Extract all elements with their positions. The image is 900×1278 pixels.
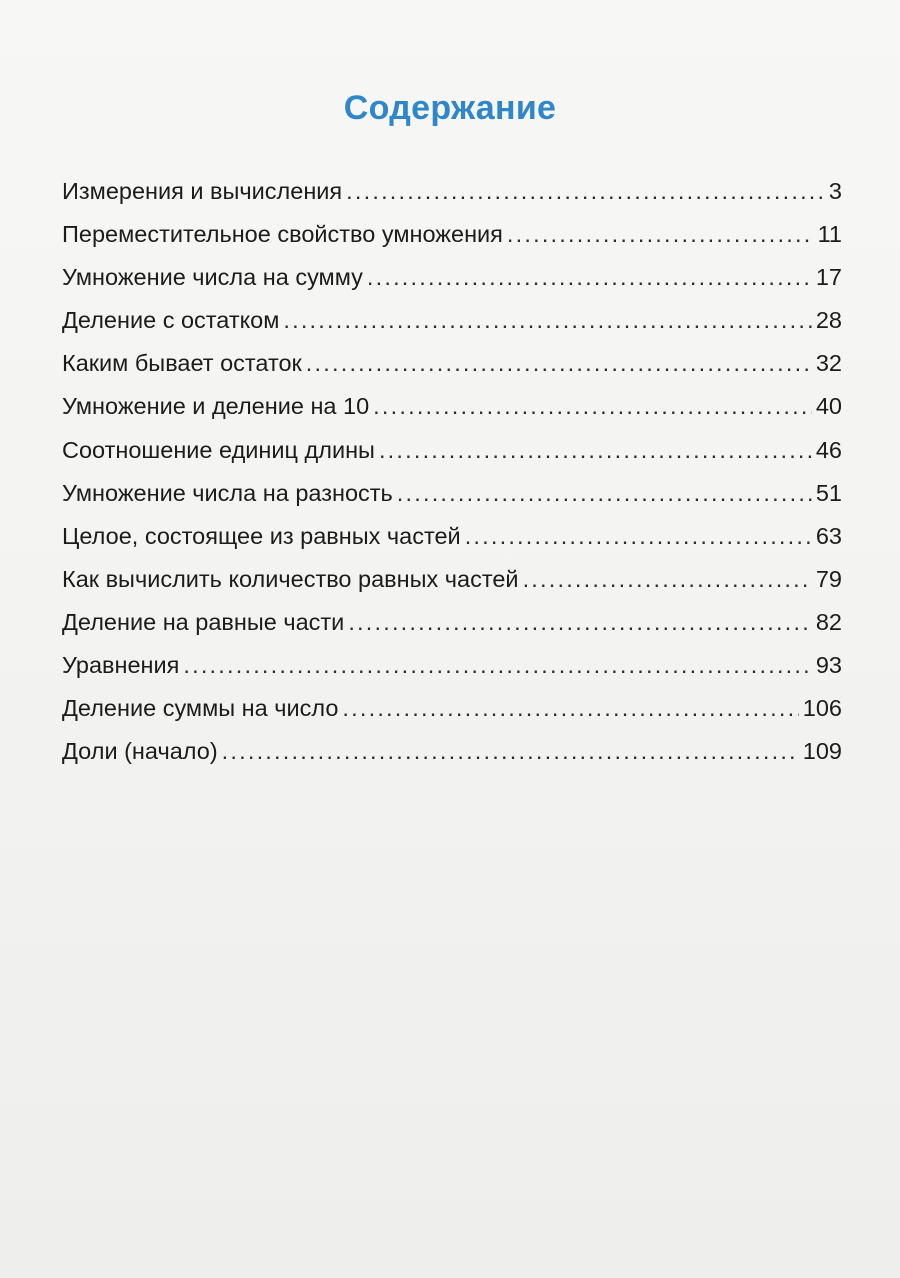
toc-entry [62, 687, 842, 730]
toc-entry [62, 299, 842, 342]
toc-entry-title: Уравнения [62, 652, 180, 679]
toc-entry [62, 213, 842, 256]
table-of-contents [62, 170, 842, 773]
toc-entry-page: 106 [802, 695, 842, 722]
toc-entry-page: 82 [815, 608, 842, 635]
toc-entry [62, 256, 842, 299]
toc-entry-page: 51 [815, 479, 842, 506]
dot-leader [465, 515, 812, 558]
toc-entry-title: Умножение числа на сумму [62, 264, 363, 291]
toc-entry-title: Деление с остатком [62, 307, 280, 334]
toc-entry-page: 93 [815, 652, 842, 679]
toc-entry-title: Деление на равные части [62, 608, 345, 635]
dot-leader [397, 472, 812, 515]
toc-entry-title: Переместительное свойство умножения [62, 221, 503, 248]
toc-entry-page: 109 [802, 738, 842, 765]
toc-entry-title: Каким бывает остаток [62, 350, 302, 377]
dot-leader [348, 601, 812, 644]
toc-entry-title: Измерения и вычисления [62, 178, 343, 204]
toc-entry-title: Деление суммы на число [62, 695, 339, 722]
toc-entry [62, 429, 842, 472]
toc-entry [62, 515, 842, 558]
toc-entry [62, 472, 842, 515]
toc-entry-page: 11 [817, 221, 842, 248]
dot-leader [306, 342, 812, 385]
toc-entry [62, 342, 842, 385]
toc-entry-title: Как вычислить количество равных частей [62, 565, 519, 592]
toc-entry [62, 385, 842, 428]
toc-entry [62, 730, 842, 773]
dot-leader [373, 385, 812, 428]
toc-entry-page: 32 [815, 350, 842, 377]
dot-leader [507, 213, 814, 256]
toc-entry-title: Целое, состоящее из равных частей [62, 522, 461, 549]
toc-entry-title: Доли (начало) [62, 738, 218, 765]
toc-entry [62, 644, 842, 687]
toc-entry-page: 46 [815, 436, 842, 463]
toc-entry-page: 63 [815, 522, 842, 549]
toc-entry-page: 28 [815, 307, 842, 334]
toc-entry [62, 170, 842, 213]
toc-entry-page: 17 [815, 264, 842, 291]
toc-entry [62, 558, 842, 601]
dot-leader [367, 256, 812, 299]
toc-entry-title: Соотношение единиц длины [62, 436, 375, 463]
toc-entry-title: Умножение и деление на 10 [62, 393, 370, 420]
dot-leader [379, 429, 812, 472]
dot-leader [183, 644, 811, 687]
toc-entry [62, 601, 842, 644]
dot-leader [283, 299, 811, 342]
toc-entry-page: 3 [828, 178, 842, 204]
dot-leader [222, 730, 799, 773]
dot-leader [346, 170, 825, 213]
page-title: Содержание [343, 88, 557, 127]
dot-leader [342, 687, 798, 730]
toc-entry-page: 40 [815, 393, 842, 420]
toc-entry-title: Умножение числа на разность [62, 479, 393, 506]
toc-entry-page: 79 [815, 565, 842, 592]
dot-leader [523, 558, 812, 601]
